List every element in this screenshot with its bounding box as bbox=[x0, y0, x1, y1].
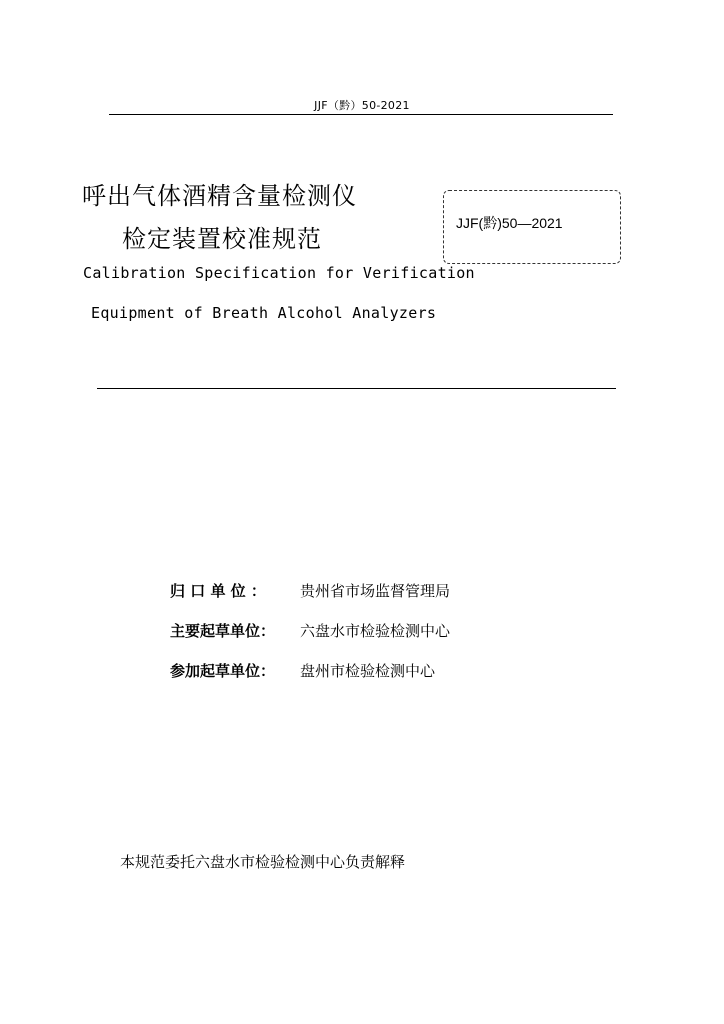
specification-code-box bbox=[443, 190, 621, 264]
header-divider bbox=[109, 114, 613, 115]
document-title-line-2: 检定装置校准规范 bbox=[122, 225, 322, 253]
header-document-code: JJF（黔）50-2021 bbox=[314, 99, 410, 112]
document-title-line-1: 呼出气体酒精含量检测仪 bbox=[82, 182, 357, 210]
english-title-line-1: Calibration Specification for Verification bbox=[83, 264, 475, 282]
org-label-responsible: 归 口 单 位 ： bbox=[170, 582, 266, 600]
specification-code: JJF(黔)50—2021 bbox=[456, 215, 563, 231]
org-value-main-drafter: 六盘水市检验检测中心 bbox=[300, 622, 451, 640]
interpretation-note: 本规范委托六盘水市检验检测中心负责解释 bbox=[120, 853, 406, 871]
org-value-responsible: 贵州省市场监督管理局 bbox=[300, 582, 451, 600]
title-divider bbox=[97, 388, 616, 389]
english-title-line-2: Equipment of Breath Alcohol Analyzers bbox=[91, 304, 437, 322]
org-label-participating-drafter: 参加起草单位： bbox=[170, 662, 276, 680]
org-label-main-drafter: 主要起草单位： bbox=[170, 622, 276, 640]
org-value-participating-drafter: 盘州市检验检测中心 bbox=[300, 662, 436, 680]
